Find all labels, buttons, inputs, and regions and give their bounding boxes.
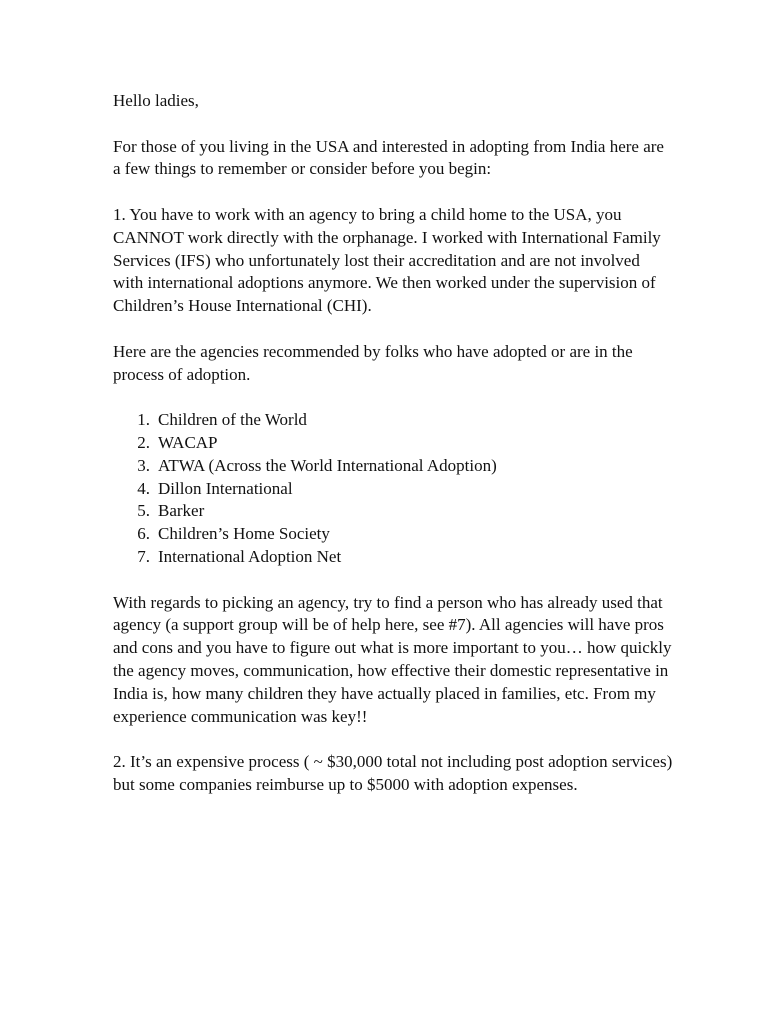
list-item (113, 455, 673, 478)
list-item-number: 5. (137, 501, 150, 521)
list-item-number: 3. (137, 455, 150, 475)
agency-list (113, 409, 673, 569)
list-item-number: 2. (137, 432, 150, 452)
list-item-text: WACAP (158, 432, 218, 452)
list-item-text: Children’s Home Society (158, 524, 330, 544)
list-item-number: 4. (137, 478, 150, 498)
list-item (113, 523, 673, 546)
list-item-text: Dillon International (158, 478, 293, 498)
list-item-text: Barker (158, 501, 205, 521)
picking-agency-paragraph: With regards to picking an agency, try to find a person who has already used that agency (a support group will be of help here, see #7). All agencies will have pros and cons and you have to figure out what is more important to you… how quickly the agency moves, communication, how effective their domestic representative in India is, how many children they have actually placed in families, etc. From my experience communication was key!! (113, 592, 672, 726)
list-item (113, 432, 673, 455)
list-item-number: 7. (137, 546, 150, 566)
greeting: Hello ladies, (113, 91, 199, 110)
list-item-text: ATWA (Across the World International Adoption) (158, 455, 497, 475)
list-item (113, 478, 673, 501)
list-item-text: International Adoption Net (158, 546, 342, 566)
point-2-paragraph: 2. It’s an expensive process ( ~ $30,000 total not including post adoption services) but some companies reimburse up to $5000 with adoption expenses. (113, 752, 673, 794)
point-1-paragraph: 1. You have to work with an agency to bring a child home to the USA, you CANNOT work directly with the orphanage. I worked with International Family Services (IFS) who unfortunately lost their accreditation and are not involved with international adoptions anymore. We then worked under the supervision of Children’s House International (CHI). (113, 204, 661, 316)
list-item-number: 1. (137, 410, 150, 430)
document-page (113, 90, 673, 820)
list-item (113, 500, 673, 523)
list-item-text: Children of the World (158, 410, 307, 430)
list-item-number: 6. (137, 524, 150, 544)
list-item (113, 409, 673, 432)
agencies-intro-paragraph: Here are the agencies recommended by folks who have adopted or are in the process of adoption. (113, 341, 633, 384)
list-item (113, 546, 673, 569)
intro-paragraph: For those of you living in the USA and interested in adopting from India here are a few things to remember or consider before you begin: (113, 136, 664, 179)
